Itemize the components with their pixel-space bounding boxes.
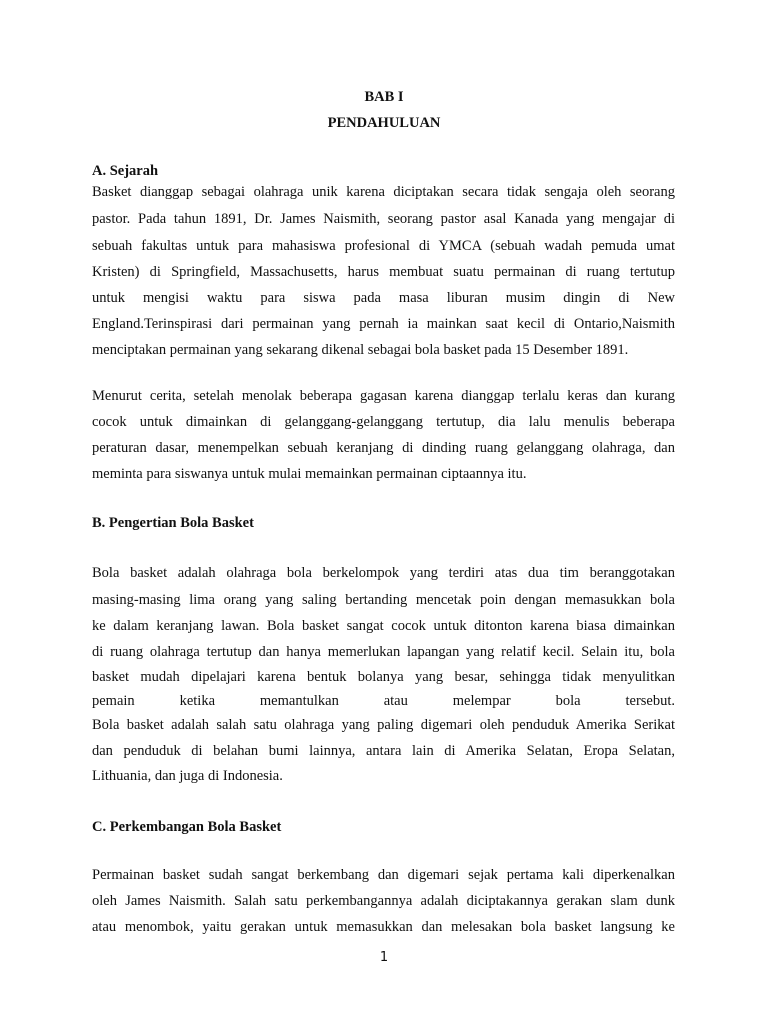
paragraph-line: Kristen) di Springfield, Massachusetts, harus membuat suatu permainan di ruang tertutup: [92, 264, 675, 280]
section-a-title: A. Sejarah: [92, 163, 159, 179]
paragraph-line: menciptakan permainan yang sekarang dikenal sebagai bola basket pada 15 Desember 1891.: [92, 342, 629, 358]
section-b-title: B. Pengertian Bola Basket: [92, 515, 254, 531]
paragraph-line: Lithuania, dan juga di Indonesia.: [92, 768, 283, 784]
chapter-title: PENDAHULUAN: [327, 115, 441, 131]
paragraph-line: untuk mengisi waktu para siswa pada masa liburan musim dingin di New: [92, 290, 675, 306]
paragraph-line: basket mudah dipelajari karena bentuk bolanya yang besar, sehingga tidak menyulitkan: [92, 669, 675, 685]
paragraph-line: pastor. Pada tahun 1891, Dr. James Naismith, seorang pastor asal Kanada yang mengajar di: [92, 211, 675, 227]
paragraph-line: peraturan dasar, menempelkan sebuah keranjang di dinding ruang gelanggang olahraga, dan: [92, 440, 675, 456]
page-number: 1: [379, 950, 389, 965]
paragraph-line: cocok untuk dimainkan di gelanggang-gelanggang tertutup, dia lalu menulis beberapa: [92, 414, 675, 430]
paragraph-line: Bola basket adalah salah satu olahraga yang paling digemari oleh penduduk Amerika Serikat: [92, 717, 675, 733]
paragraph-line: Bola basket adalah olahraga bola berkelompok yang terdiri atas dua tim beranggotakan: [92, 565, 675, 581]
paragraph-line: di ruang olahraga tertutup dan hanya memerlukan lapangan yang relatif kecil. Selain itu, bola: [92, 644, 675, 660]
chapter-number: BAB I: [364, 89, 404, 105]
paragraph-line: masing-masing lima orang yang saling bertanding mencetak poin dengan memasukkan bola: [92, 592, 675, 608]
paragraph-line: pemain ketika memantulkan atau melempar bola tersebut.: [92, 693, 675, 709]
paragraph-line: meminta para siswanya untuk mulai memainkan permainan ciptaannya itu.: [92, 466, 527, 482]
paragraph-line: atau menombok, yaitu gerakan untuk memasukkan dan melesakan bola basket langsung ke: [92, 919, 675, 935]
paragraph-line: Menurut cerita, setelah menolak beberapa gagasan karena dianggap terlalu keras dan kurang: [92, 388, 675, 404]
paragraph-line: England.Terinspirasi dari permainan yang pernah ia mainkan saat kecil di Ontario,Naismith: [92, 316, 675, 332]
paragraph-line: Basket dianggap sebagai olahraga unik karena diciptakan secara tidak sengaja oleh seorang: [92, 184, 675, 200]
paragraph-line: Permainan basket sudah sangat berkembang dan digemari sejak pertama kali diperkenalkan: [92, 867, 675, 883]
paragraph-line: dan penduduk di belahan bumi lainnya, antara lain di Amerika Selatan, Eropa Selatan,: [92, 743, 675, 759]
paragraph-line: ke dalam keranjang lawan. Bola basket sangat cocok untuk ditonton karena biasa dimainkan: [92, 618, 675, 634]
paragraph-line: sebuah fakultas untuk para mahasiswa profesional di YMCA (sebuah wadah pemuda umat: [92, 238, 675, 254]
section-c-title: C. Perkembangan Bola Basket: [92, 819, 282, 835]
paragraph-line: oleh James Naismith. Salah satu perkembangannya adalah diciptakannya gerakan slam dunk: [92, 893, 675, 909]
